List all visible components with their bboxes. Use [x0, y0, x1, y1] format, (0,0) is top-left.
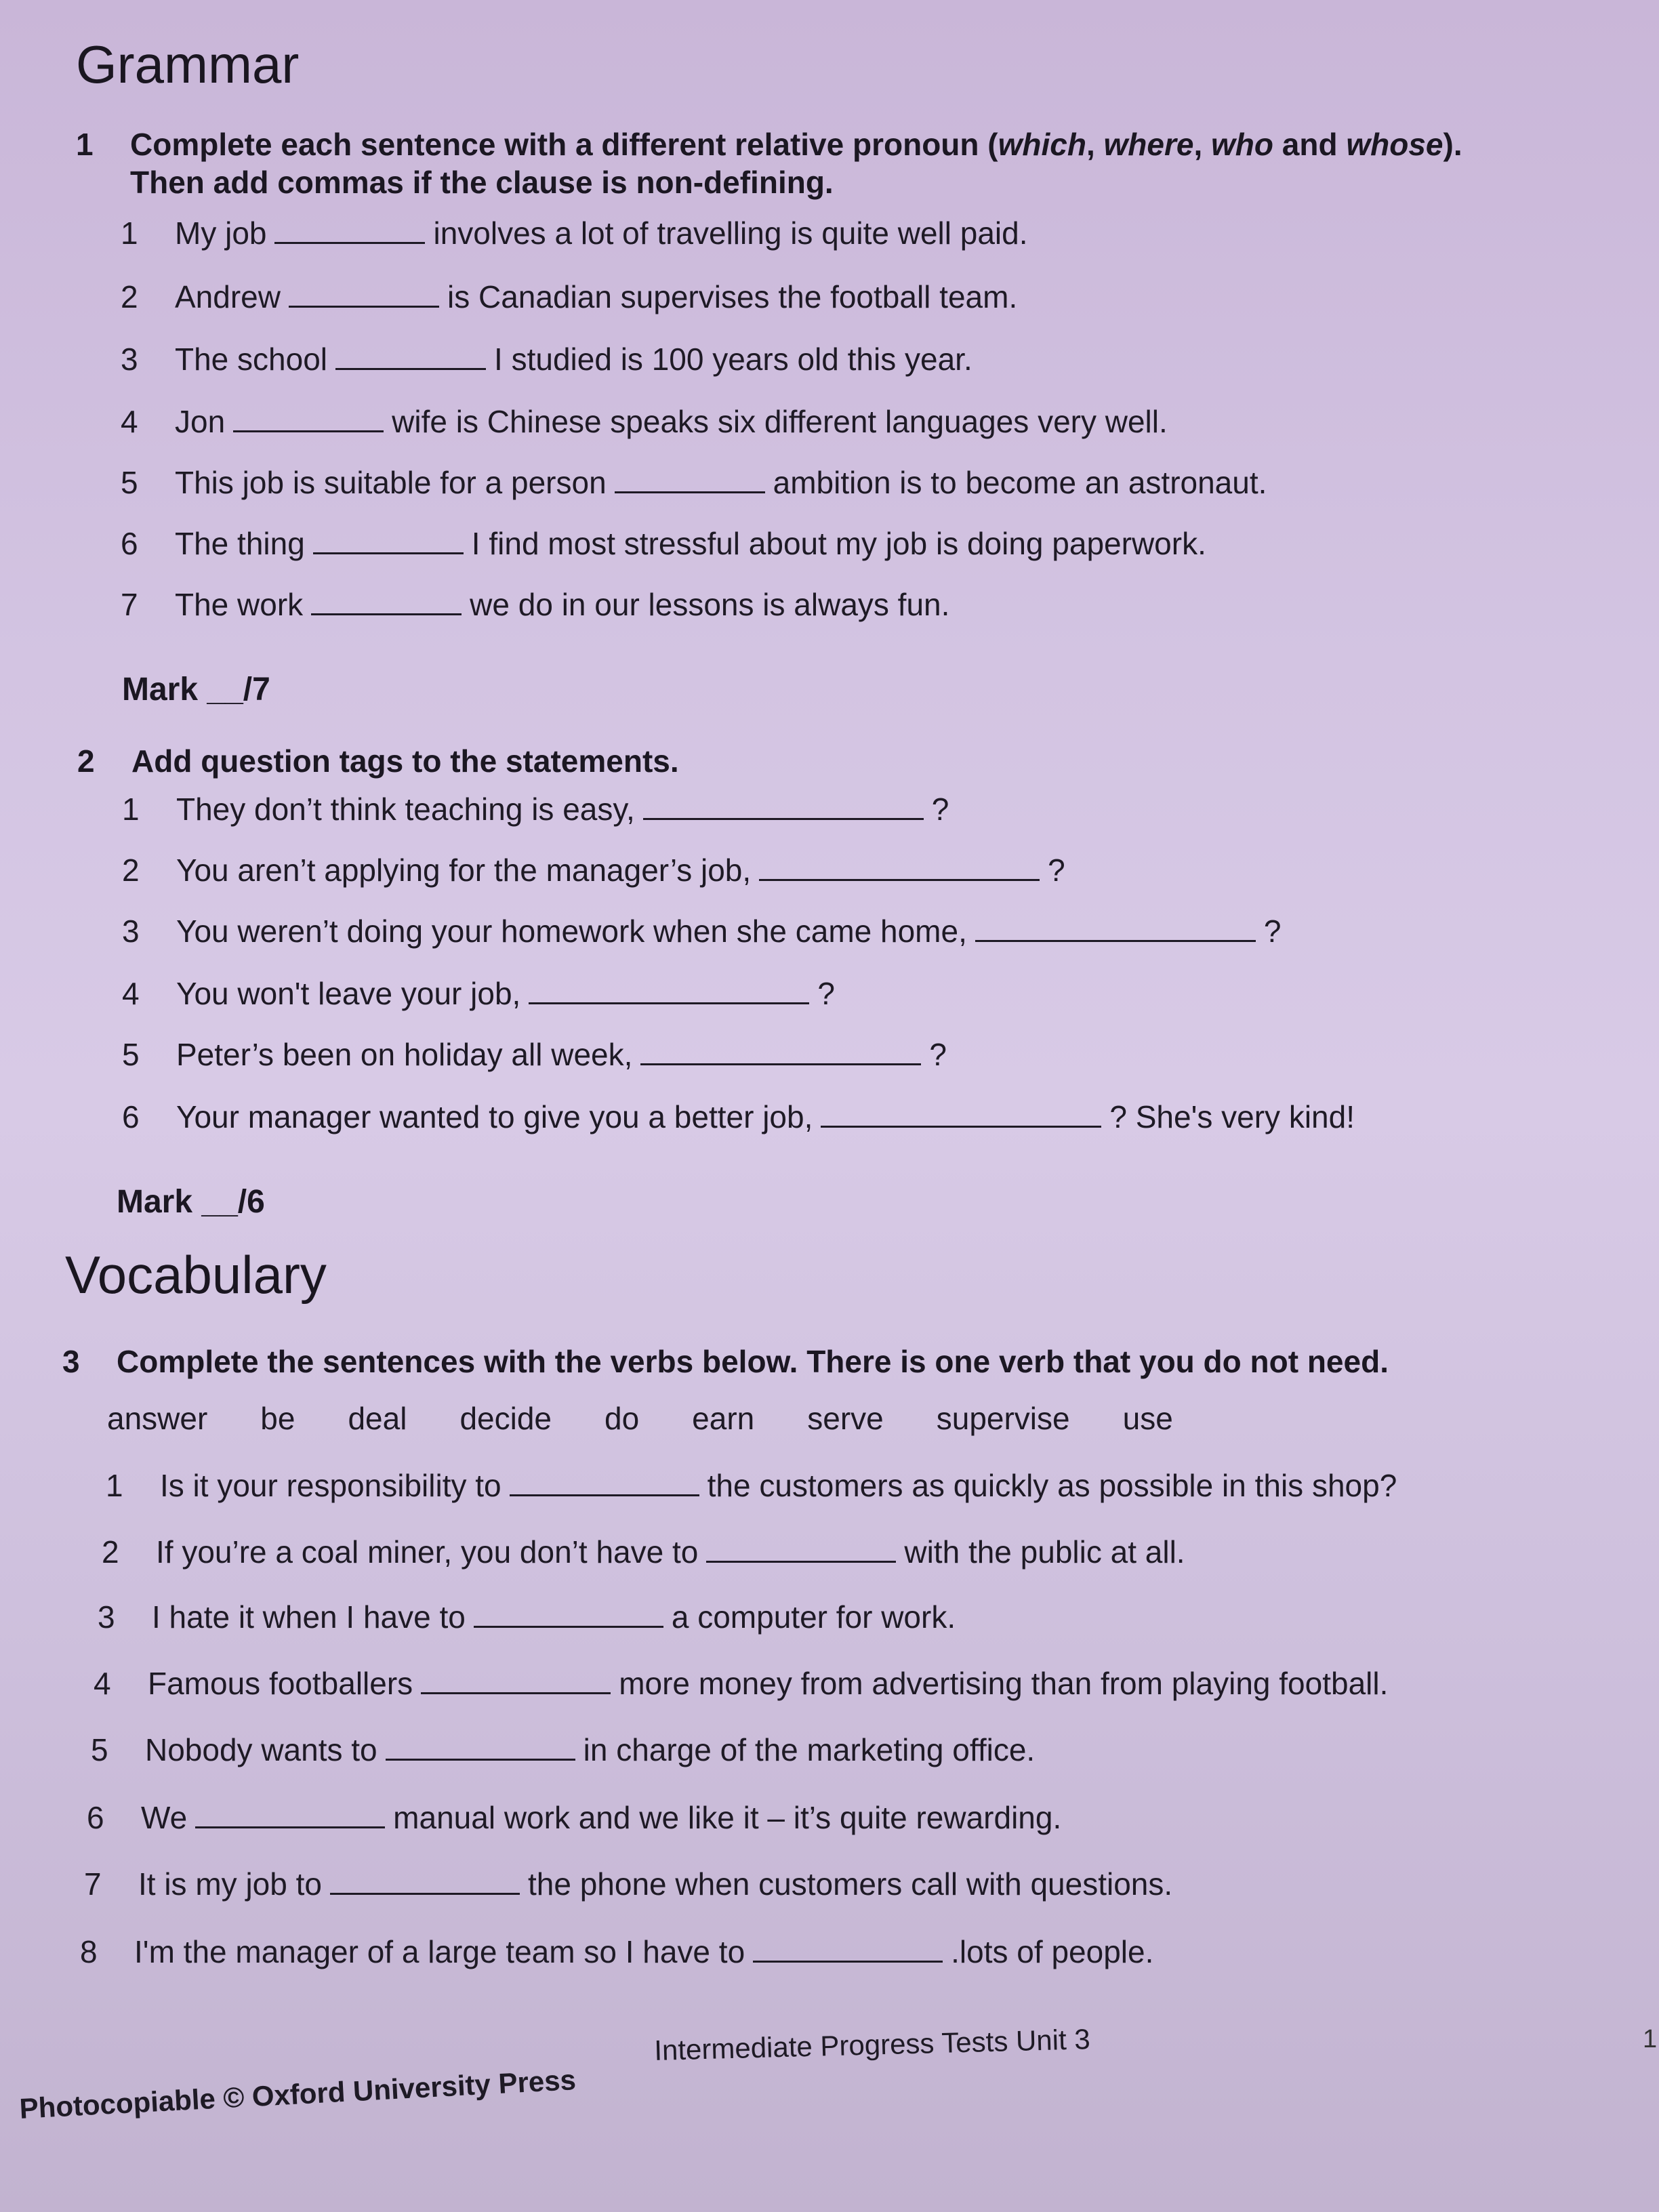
ex1-item-7: 7 The work we do in our lessons is always fun. [121, 587, 950, 622]
word-who: who [1211, 127, 1273, 162]
answer-blank[interactable] [233, 403, 384, 432]
ex2-item-1: 1 They don’t think teaching is easy, ? [122, 792, 949, 827]
series-title: Intermediate Progress Tests Unit 3 [653, 2023, 1091, 2067]
word-bank-item: answer [107, 1401, 208, 1436]
ex3-item-2: 2 If you’re a coal miner, you don’t have to with the public at all. [102, 1534, 1185, 1570]
ex3-item-1: 1 Is it your responsibility to the customers as quickly as possible in this shop? [106, 1468, 1397, 1503]
answer-blank[interactable] [335, 341, 486, 370]
answer-blank[interactable] [643, 791, 924, 820]
ex1-item-1: 1 My job involves a lot of travelling is quite well paid. [121, 216, 1028, 251]
ex2-item-5: 5 Peter’s been on holiday all week, ? [122, 1037, 947, 1072]
instruction-text-line2: Then add commas if the clause is non-defining. [130, 165, 834, 200]
ex3-item-4: 4 Famous footballers more money from advertising than from playing football. [94, 1666, 1389, 1701]
ex1-item-6: 6 The thing I find most stressful about my job is doing paperwork. [121, 526, 1206, 561]
page-number: 1 [1643, 2025, 1658, 2053]
word-which: which [998, 127, 1086, 162]
answer-blank[interactable] [313, 525, 464, 554]
exercise-3-instruction [62, 1342, 1635, 1382]
ex3-item-8: 8 I'm the manager of a large team so I have to .lots of people. [80, 1934, 1154, 1969]
ex3-item-3: 3 I hate it when I have to a computer for work. [98, 1599, 956, 1635]
answer-blank[interactable] [386, 1732, 575, 1761]
word-bank [107, 1400, 1226, 1437]
exercise-number: 3 [62, 1344, 80, 1379]
ex1-item-3: 3 The school I studied is 100 years old this year. [121, 342, 972, 377]
word-bank-item: decide [459, 1401, 552, 1436]
ex1-item-2: 2 Andrew is Canadian supervises the football team. [121, 279, 1018, 314]
answer-blank[interactable] [474, 1599, 663, 1628]
exercise-2-instruction [77, 741, 1568, 782]
answer-blank[interactable] [274, 215, 425, 244]
answer-blank[interactable] [706, 1534, 896, 1563]
ex2-item-3: 3 You weren’t doing your homework when she came home, ? [122, 914, 1282, 949]
answer-blank[interactable] [529, 975, 809, 1004]
answer-blank[interactable] [195, 1799, 385, 1828]
exercise-1-mark: Mark __/7 [122, 672, 270, 708]
answer-blank[interactable] [753, 1933, 943, 1963]
word-bank-item: serve [807, 1401, 884, 1436]
answer-blank[interactable] [759, 852, 1040, 881]
exercise-2-mark: Mark __/6 [117, 1184, 265, 1220]
answer-blank[interactable] [821, 1099, 1101, 1128]
word-bank-item: earn [692, 1401, 755, 1436]
ex1-item-5: 5 This job is suitable for a person ambition is to become an astronaut. [121, 465, 1267, 500]
word-where: where [1103, 127, 1194, 162]
word-bank-item: do [605, 1401, 640, 1436]
ex2-item-6: 6 Your manager wanted to give you a better job, ? She's very kind! [122, 1099, 1355, 1134]
ex2-item-2: 2 You aren’t applying for the manager’s job, ? [122, 853, 1065, 888]
instruction-text: Complete the sentences with the verbs below. There is one verb that you do not need. [117, 1344, 1389, 1379]
ex3-item-6: 6 We manual work and we like it – it’s quite rewarding. [87, 1800, 1062, 1835]
answer-blank[interactable] [311, 586, 462, 615]
answer-blank[interactable] [421, 1665, 611, 1694]
word-whose: whose [1346, 127, 1443, 162]
word-bank-item: be [260, 1401, 295, 1436]
exercise-1-instruction: 1 Complete each sentence with a different relative pronoun (which, where, who and whose). Then add commas if the clause is non-defining. [76, 125, 1635, 206]
ex3-item-7: 7 It is my job to the phone when customers call with questions. [84, 1866, 1173, 1902]
answer-blank[interactable] [289, 279, 439, 308]
answer-blank[interactable] [510, 1467, 699, 1496]
answer-blank[interactable] [640, 1036, 921, 1065]
word-bank-item: deal [348, 1401, 407, 1436]
exercise-number: 1 [76, 127, 94, 162]
instruction-text: Add question tags to the statements. [131, 743, 679, 779]
ex3-item-5: 5 Nobody wants to in charge of the marketing office. [91, 1732, 1036, 1767]
instruction-text: Complete each sentence with a different relative pronoun ( [130, 127, 998, 162]
word-bank-item: use [1122, 1401, 1173, 1436]
copyright-notice: Photocopiable © Oxford University Press [18, 2064, 577, 2125]
answer-blank[interactable] [975, 913, 1256, 942]
word-bank-item: supervise [936, 1401, 1070, 1436]
ex2-item-4: 4 You won't leave your job, ? [122, 976, 835, 1011]
exercise-number: 2 [77, 743, 95, 779]
answer-blank[interactable] [615, 464, 765, 493]
vocabulary-heading: Vocabulary [65, 1245, 327, 1305]
ex1-item-4: 4 Jon wife is Chinese speaks six different languages very well. [121, 404, 1168, 439]
grammar-heading: Grammar [76, 35, 300, 94]
answer-blank[interactable] [330, 1866, 520, 1895]
